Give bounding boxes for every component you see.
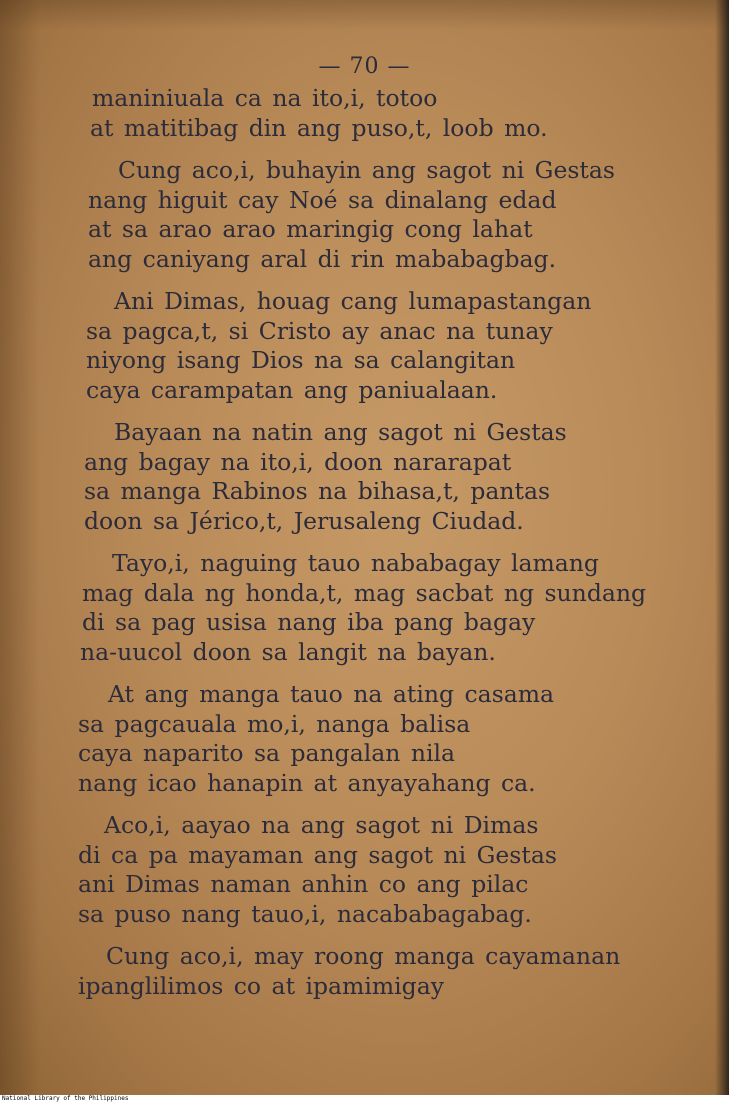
page-shadow-top	[0, 0, 729, 30]
stanza	[78, 549, 678, 667]
verse-line: di sa pag usisa nang iba pang bagay	[82, 608, 536, 636]
page-shadow-left	[0, 0, 40, 1095]
verse-line: At ang manga tauo na ating casama	[108, 680, 555, 708]
stanza	[78, 811, 678, 929]
verse-line: at matitibag din ang puso,t, loob mo.	[90, 113, 548, 142]
verse-line: ang bagay na ito,i, doon nararapat	[84, 447, 512, 476]
verse-line: doon sa Jérico,t, Jerusaleng Ciudad.	[84, 506, 524, 535]
stanza	[78, 680, 678, 798]
verse-line: at sa arao arao maringig cong lahat	[88, 215, 533, 243]
page-edge-right	[715, 0, 729, 1095]
verse-line: maniniuala ca na ito,i, totoo	[92, 84, 438, 112]
verse-line: mag dala ng honda,t, mag sacbat ng sundang	[82, 578, 647, 607]
verse-line: na-uucol doon sa langit na bayan.	[80, 637, 496, 666]
library-watermark: National Library of the Philippines	[2, 1095, 129, 1102]
verse-line: ani Dimas naman anhin co ang pilac	[78, 870, 529, 898]
verse-line: Cung aco,i, may roong manga cayamanan	[106, 942, 621, 970]
verse-line: Cung aco,i, buhayin ang sagot ni Gestas	[118, 156, 615, 184]
verse-line: sa manga Rabinos na bihasa,t, pantas	[84, 477, 551, 505]
verse-line: sa pagcauala mo,i, nanga balisa	[78, 709, 471, 738]
verse-line: caya naparito sa pangalan nila	[78, 739, 456, 767]
verse-line: Bayaan na natin ang sagot ni Gestas	[114, 418, 567, 446]
verse-line: nang icao hanapin at anyayahang ca.	[78, 768, 536, 797]
verse-line: Ani Dimas, houag cang lumapastangan	[114, 287, 592, 315]
stanza	[78, 156, 678, 274]
verse-line: ang caniyang aral di rin mababagbag.	[88, 244, 557, 273]
verse-line: caya carampatan ang paniualaan.	[86, 375, 498, 404]
verse-line: di ca pa mayaman ang sagot ni Gestas	[78, 840, 557, 869]
verse-line: ipanglilimos co at ipamimigay	[78, 971, 444, 1000]
verse-line: Aco,i, aayao na ang sagot ni Dimas	[104, 811, 539, 839]
poem-body	[78, 84, 678, 1014]
verse-line: Tayo,i, naguing tauo nababagay lamang	[112, 549, 599, 577]
stanza	[78, 418, 678, 536]
verse-line: sa puso nang tauo,i, nacababagabag.	[78, 899, 532, 928]
stanza	[78, 942, 678, 1001]
page-number: — 70 —	[318, 54, 411, 79]
verse-line: sa pagca,t, si Cristo ay anac na tunay	[86, 316, 553, 345]
verse-line: niyong isang Dios na sa calangitan	[86, 346, 516, 374]
stanza	[78, 287, 678, 405]
verse-line: nang higuit cay Noé sa dinalang edad	[88, 185, 557, 214]
stanza	[78, 84, 678, 143]
